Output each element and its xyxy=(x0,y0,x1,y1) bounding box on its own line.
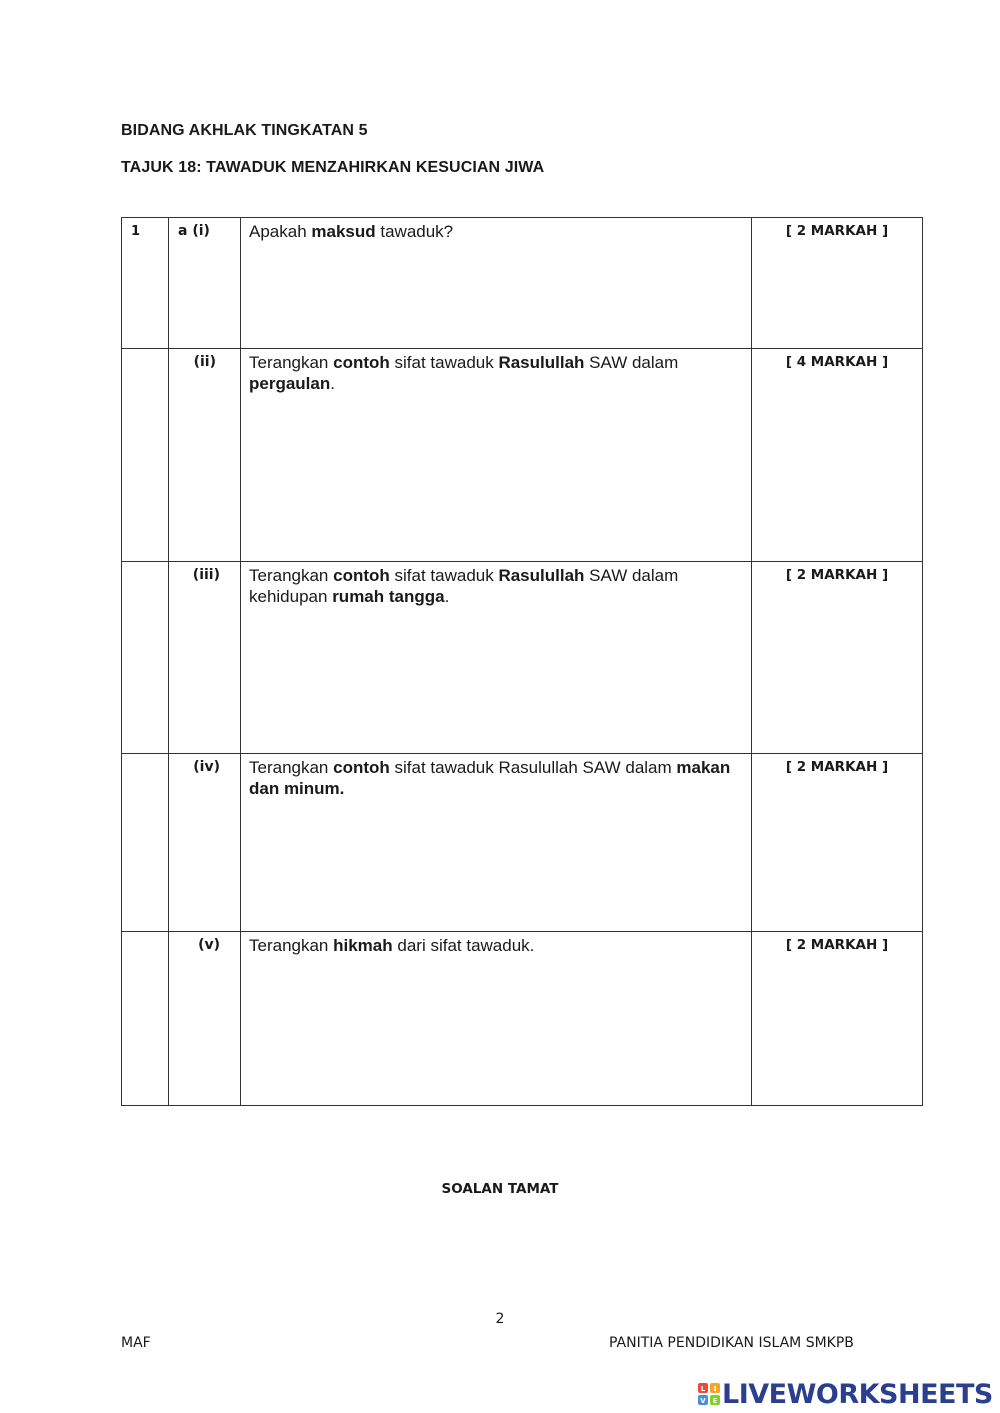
brand-text: LIVEWORKSHEETS xyxy=(722,1378,993,1410)
mark-cell xyxy=(752,754,923,932)
mark-label: [ 2 MARKAH ] xyxy=(785,759,889,775)
text-segment-bold: Rasulullah xyxy=(498,353,585,372)
part-cell xyxy=(169,932,241,1106)
document-heading: BIDANG AKHLAK TINGKATAN 5 xyxy=(121,122,368,139)
text-segment: SAW dalam xyxy=(584,353,679,372)
part-cell xyxy=(169,754,241,932)
text-segment-bold: hikmah xyxy=(333,936,393,955)
table-row xyxy=(122,562,923,754)
page-number: 2 xyxy=(495,1311,505,1327)
mark-cell xyxy=(752,349,923,562)
question-table xyxy=(121,217,923,1106)
question-part-label: a (i) xyxy=(178,223,210,239)
footer-author: MAF xyxy=(121,1335,151,1351)
question-number-cell xyxy=(122,562,169,754)
mark-cell xyxy=(752,562,923,754)
question-part-label: (iv) xyxy=(193,759,220,775)
text-segment: dari sifat tawaduk. xyxy=(392,936,535,955)
liveworksheets-logo-icon xyxy=(697,1382,721,1406)
mark-label: [ 2 MARKAH ] xyxy=(785,567,889,583)
part-cell xyxy=(169,218,241,349)
table-row xyxy=(122,218,923,349)
question-text-cell[interactable] xyxy=(241,562,752,754)
mark-cell xyxy=(752,932,923,1106)
question-number: 1 xyxy=(131,224,141,239)
question-text xyxy=(241,562,751,607)
text-segment-bold: contoh xyxy=(333,353,390,372)
mark-label: [ 4 MARKAH ] xyxy=(785,354,889,370)
svg-text:E: E xyxy=(712,1397,718,1405)
mark-label: [ 2 MARKAH ] xyxy=(785,223,889,239)
text-segment: Terangkan xyxy=(249,353,334,372)
question-part-label: (v) xyxy=(198,937,220,953)
text-segment-bold: contoh xyxy=(333,758,390,777)
question-text-cell[interactable] xyxy=(241,218,752,349)
question-number-cell xyxy=(122,218,169,349)
question-text xyxy=(241,754,751,799)
footer-organization: PANITIA PENDIDIKAN ISLAM SMKPB xyxy=(609,1335,854,1351)
question-text xyxy=(241,218,751,242)
question-text xyxy=(241,349,751,394)
text-segment: Terangkan xyxy=(249,566,334,585)
question-part-label: (ii) xyxy=(193,354,216,370)
svg-text:V: V xyxy=(700,1397,706,1405)
text-segment: Terangkan xyxy=(249,936,334,955)
question-number-cell xyxy=(122,349,169,562)
table-row xyxy=(122,932,923,1106)
question-text-cell[interactable] xyxy=(241,932,752,1106)
question-text-cell[interactable] xyxy=(241,349,752,562)
question-number-cell xyxy=(122,754,169,932)
text-segment: tawaduk? xyxy=(375,222,454,241)
text-segment: sifat tawaduk Rasulullah SAW dalam xyxy=(389,758,677,777)
text-segment-bold: rumah tangga xyxy=(332,587,445,606)
question-number-cell xyxy=(122,932,169,1106)
svg-text:I: I xyxy=(713,1385,717,1393)
svg-text:L: L xyxy=(700,1385,706,1393)
question-text xyxy=(241,932,751,956)
text-segment: sifat tawaduk xyxy=(389,566,499,585)
part-cell xyxy=(169,349,241,562)
liveworksheets-brand[interactable] xyxy=(697,1378,993,1410)
end-of-questions-label: SOALAN TAMAT xyxy=(441,1181,559,1197)
topic-title: TAJUK 18: TAWADUK MENZAHIRKAN KESUCIAN JIWA xyxy=(121,159,545,176)
mark-cell xyxy=(752,218,923,349)
part-cell xyxy=(169,562,241,754)
text-segment-bold: maksud xyxy=(311,222,376,241)
text-segment: Apakah xyxy=(249,222,312,241)
text-segment-bold: pergaulan xyxy=(249,374,331,393)
text-segment-bold: Rasulullah xyxy=(498,566,585,585)
question-part-label: (iii) xyxy=(192,567,220,583)
text-segment: . xyxy=(330,374,335,393)
table-row xyxy=(122,349,923,562)
text-segment: SAW dalam kehidupan xyxy=(249,566,679,606)
mark-label: [ 2 MARKAH ] xyxy=(785,937,889,953)
text-segment-bold: makan dan minum. xyxy=(249,758,731,798)
table-row xyxy=(122,754,923,932)
text-segment: Terangkan xyxy=(249,758,334,777)
text-segment-bold: contoh xyxy=(333,566,390,585)
text-segment: . xyxy=(444,587,450,606)
text-segment: sifat tawaduk xyxy=(389,353,499,372)
question-text-cell[interactable] xyxy=(241,754,752,932)
